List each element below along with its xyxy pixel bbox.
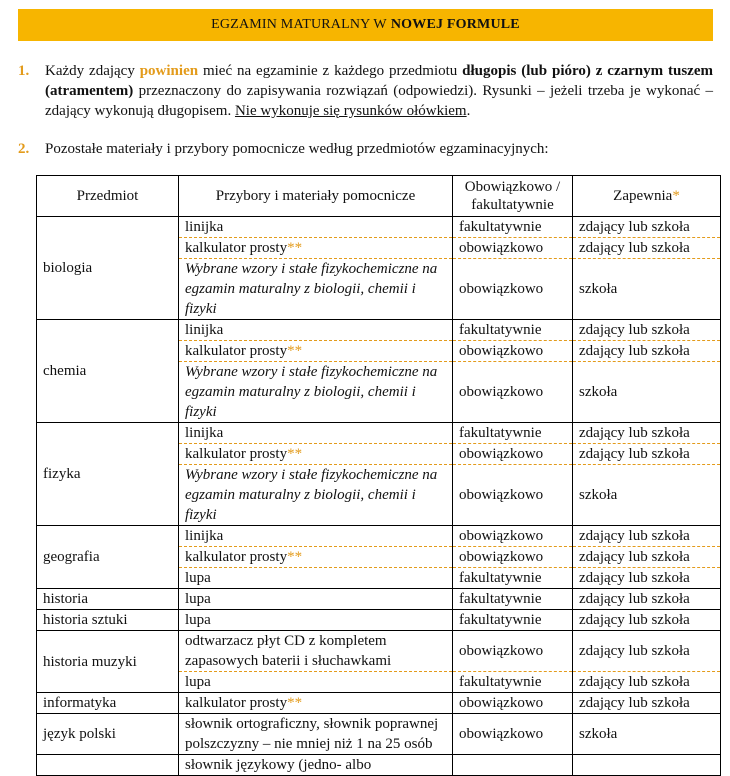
provider-cell: zdający lub szkoła <box>573 631 721 672</box>
document-banner <box>18 9 713 41</box>
material-text: linijka <box>185 322 224 338</box>
mandatory-cell: fakultatywnie <box>453 423 573 444</box>
provider-cell: szkoła <box>573 259 721 320</box>
mandatory-cell: fakultatywnie <box>453 610 573 631</box>
provider-cell: szkoła <box>573 714 721 755</box>
item1-bold: długopis (lub pióro) z czarnym tuszem (atramentem) <box>45 63 713 99</box>
provider-cell: zdający lub szkoła <box>573 568 721 589</box>
footnote-star: ** <box>287 695 303 711</box>
footnote-star: ** <box>287 549 303 565</box>
subject-cell: historia muzyki <box>37 631 179 693</box>
mandatory-cell: fakultatywnie <box>453 320 573 341</box>
item1-highlight: powinien <box>139 63 199 79</box>
table-row <box>37 526 721 547</box>
material-text: kalkulator prosty <box>185 695 288 711</box>
material-cell <box>179 362 453 423</box>
material-cell <box>179 672 453 693</box>
item1-text-b: mieć na egzaminie z każdego przedmiotu <box>198 63 463 79</box>
table-row <box>37 631 721 672</box>
material-cell <box>179 465 453 526</box>
provider-cell: zdający lub szkoła <box>573 238 721 259</box>
provider-cell: zdający lub szkoła <box>573 341 721 362</box>
subject-cell: biologia <box>37 217 179 320</box>
header-mandatory: Obowiązkowo / fakultatywnie <box>453 176 573 217</box>
material-cell <box>179 320 453 341</box>
provider-cell: szkoła <box>573 362 721 423</box>
mandatory-cell: obowiązkowo <box>453 526 573 547</box>
material-text: lupa <box>185 591 211 607</box>
list-item-2 <box>18 139 713 159</box>
material-text: Wybrane wzory i stałe fizykochemiczne na egzamin maturalny z biologii, chemii i fizyki <box>185 261 438 317</box>
provider-cell: zdający lub szkoła <box>573 320 721 341</box>
provider-cell: zdający lub szkoła <box>573 423 721 444</box>
list-text-2: Pozostałe materiały i przybory pomocnicze według przedmiotów egzaminacyjnych: <box>45 141 549 157</box>
subject-cell: informatyka <box>37 693 179 714</box>
material-cell <box>179 568 453 589</box>
mandatory-cell: obowiązkowo <box>453 547 573 568</box>
header-subject: Przedmiot <box>37 176 179 217</box>
provider-cell: zdający lub szkoła <box>573 610 721 631</box>
table-row <box>37 320 721 341</box>
material-cell <box>179 589 453 610</box>
material-text: linijka <box>185 425 224 441</box>
material-text: lupa <box>185 570 211 586</box>
material-text: kalkulator prosty <box>185 343 288 359</box>
footnote-star: ** <box>287 446 303 462</box>
materials-table <box>36 175 721 776</box>
material-text: kalkulator prosty <box>185 549 288 565</box>
header-materials: Przybory i materiały pomocnicze <box>179 176 453 217</box>
table-row <box>37 610 721 631</box>
material-text: linijka <box>185 528 224 544</box>
subject-cell: historia sztuki <box>37 610 179 631</box>
material-cell <box>179 526 453 547</box>
subject-cell <box>37 755 179 776</box>
header-provider-star: * <box>672 188 680 204</box>
list-number-1: 1. <box>18 63 30 79</box>
provider-cell: zdający lub szkoła <box>573 693 721 714</box>
header-provider <box>573 176 721 217</box>
subject-cell: język polski <box>37 714 179 755</box>
material-cell <box>179 631 453 672</box>
item1-text-a: Każdy zdający <box>45 63 140 79</box>
provider-cell: zdający lub szkoła <box>573 444 721 465</box>
material-text: linijka <box>185 219 224 235</box>
provider-cell: zdający lub szkoła <box>573 217 721 238</box>
banner-bold: NOWEJ FORMULE <box>390 17 520 32</box>
footnote-star: ** <box>287 343 303 359</box>
provider-cell: zdający lub szkoła <box>573 526 721 547</box>
provider-cell: zdający lub szkoła <box>573 547 721 568</box>
material-text: lupa <box>185 674 211 690</box>
mandatory-cell: fakultatywnie <box>453 217 573 238</box>
mandatory-cell: obowiązkowo <box>453 362 573 423</box>
material-cell <box>179 238 453 259</box>
provider-cell: zdający lub szkoła <box>573 589 721 610</box>
material-text: odtwarzacz płyt CD z kompletem zapasowych baterii i słuchawkami <box>185 633 392 669</box>
material-cell <box>179 217 453 238</box>
mandatory-cell: fakultatywnie <box>453 568 573 589</box>
subject-cell: geografia <box>37 526 179 589</box>
material-cell <box>179 423 453 444</box>
subject-cell: historia <box>37 589 179 610</box>
table-header-row <box>37 176 721 217</box>
mandatory-cell: obowiązkowo <box>453 444 573 465</box>
material-text: słownik ortograficzny, słownik poprawnej polszczyzny – nie mniej niż 1 na 25 osób <box>185 716 439 752</box>
material-text: kalkulator prosty <box>185 446 288 462</box>
material-cell <box>179 610 453 631</box>
subject-cell: fizyka <box>37 423 179 526</box>
mandatory-cell: obowiązkowo <box>453 465 573 526</box>
item1-underlined: Nie wykonuje się rysunków ołówkiem <box>234 103 467 119</box>
material-text: kalkulator prosty <box>185 240 288 256</box>
list-text-1 <box>45 61 713 121</box>
mandatory-cell: obowiązkowo <box>453 259 573 320</box>
list-number-2: 2. <box>18 141 30 157</box>
material-text: lupa <box>185 612 211 628</box>
mandatory-cell: obowiązkowo <box>453 714 573 755</box>
material-cell <box>179 755 453 776</box>
material-cell <box>179 693 453 714</box>
banner-prefix: EGZAMIN MATURALNY W <box>211 17 387 32</box>
material-text: Wybrane wzory i stałe fizykochemiczne na egzamin maturalny z biologii, chemii i fizyki <box>185 467 438 523</box>
table-body <box>37 217 721 776</box>
provider-cell <box>573 755 721 776</box>
item1-text-c: przeznaczony do zapisywania rozwiązań (odpowiedzi). Rysunki – jeżeli trzeba je wykonać – zdający wykonują długopisem. <box>45 83 713 119</box>
table-row <box>37 714 721 755</box>
mandatory-cell: fakultatywnie <box>453 589 573 610</box>
footnote-star: ** <box>287 240 303 256</box>
table-row <box>37 693 721 714</box>
mandatory-cell: obowiązkowo <box>453 341 573 362</box>
subject-cell: chemia <box>37 320 179 423</box>
list-item-1 <box>18 61 713 121</box>
material-text: Wybrane wzory i stałe fizykochemiczne na egzamin maturalny z biologii, chemii i fizyki <box>185 364 438 420</box>
mandatory-cell: fakultatywnie <box>453 672 573 693</box>
table-row <box>37 423 721 444</box>
material-cell <box>179 444 453 465</box>
table-row <box>37 755 721 776</box>
provider-cell: szkoła <box>573 465 721 526</box>
material-cell <box>179 547 453 568</box>
mandatory-cell: obowiązkowo <box>453 238 573 259</box>
table-row <box>37 589 721 610</box>
material-cell <box>179 714 453 755</box>
mandatory-cell: obowiązkowo <box>453 631 573 672</box>
mandatory-cell <box>453 755 573 776</box>
mandatory-cell: obowiązkowo <box>453 693 573 714</box>
item1-text-d: . <box>466 103 471 119</box>
provider-cell: zdający lub szkoła <box>573 672 721 693</box>
material-cell <box>179 259 453 320</box>
material-text: słownik językowy (jedno- albo <box>185 757 372 773</box>
material-cell <box>179 341 453 362</box>
header-provider-text: Zapewnia <box>613 188 673 204</box>
table-row <box>37 217 721 238</box>
